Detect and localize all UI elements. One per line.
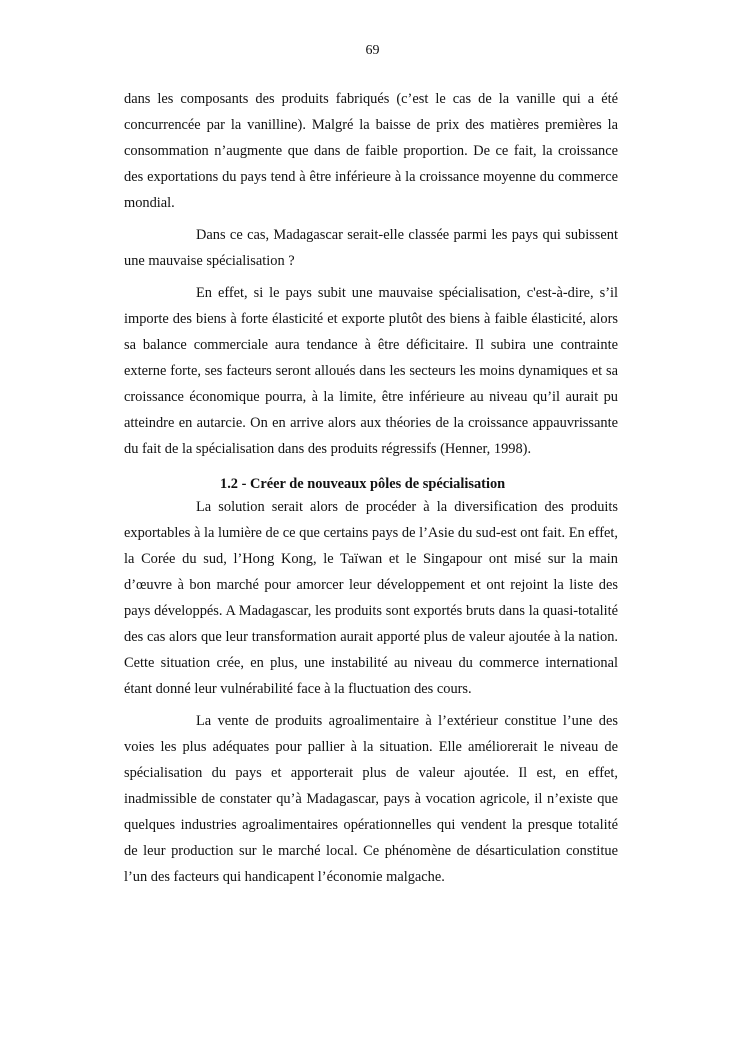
paragraph-diversification: La solution serait alors de procéder à la diversification des produits exportables à la lumière de ce que certains pays de l’Asie du sud-est ont fait. En effet, la Corée du sud, l’Hong Kong, le Taïwan et le Singapour ont misé sur la main d’œuvre à bon marché pour amorcer leur développement et ont rejoint la liste des pays développés. A Madagascar, les produits sont exportés bruts dans la quasi-totalité des cas alors que leur transformation aurait apporté plus de valeur ajoutée à la nation. Cette situation crée, en plus, une instabilité au niveau du commerce international étant donné leur vulnérabilité face à la fluctuation des cours. <box>124 499 618 697</box>
paragraph-agrifood: La vente de produits agroalimentaire à l’extérieur constitue l’une des voies les plus adéquates pour pallier à la situation. Elle améliorerait le niveau de spécialisation du pays et apporterait plus de valeur ajoutée. Il est, en effet, inadmissible de constater qu’à Madagascar, pays à vocation agricole, il n’existe que quelques industries agroalimentaires opérationnelles qui vendent la presque totalité de leur production sur le marché local. Ce phénomène de désarticulation constitue l’un des facteurs qui handicapent l’économie malgache. <box>124 713 618 885</box>
page-number: 69 <box>365 43 380 58</box>
document-body <box>124 86 618 896</box>
paragraph-question: Dans ce cas, Madagascar serait-elle classée parmi les pays qui subissent une mauvaise spécialisation ? <box>124 227 618 269</box>
section-heading: 1.2 - Créer de nouveaux pôles de spécialisation <box>220 476 506 492</box>
paragraph-bad-specialisation: En effet, si le pays subit une mauvaise spécialisation, c'est-à-dire, s’il importe des biens à forte élasticité et exporte plutôt des biens à faible élasticité, alors sa balance commerciale aura tendance à être déficitaire. Il subira une contrainte externe forte, ses facteurs seront alloués dans les secteurs les moins dynamiques et sa croissance économique pourra, à la limite, être inférieure au niveau qu’il aurait pu atteindre en autarcie. On en arrive alors aux théories de la croissance appauvrissante du fait de la spécialisation dans des produits régressifs (Henner, 1998). <box>124 285 618 457</box>
paragraph-continued: dans les composants des produits fabriqués (c’est le cas de la vanille qui a été concurrencée par la vanilline). Malgré la baisse de prix des matières premières la consommation n’augmente que dans de faible proportion. De ce fait, la croissance des exportations du pays tend à être inférieure à la croissance moyenne du commerce mondial. <box>124 91 618 211</box>
